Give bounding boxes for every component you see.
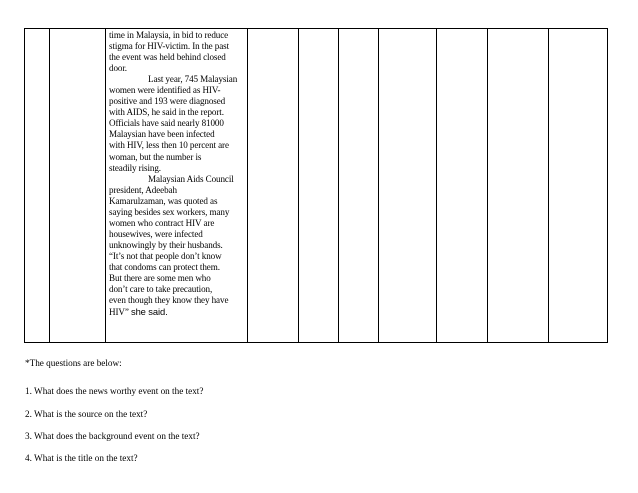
column-divider [548, 29, 549, 342]
column-divider [247, 29, 248, 342]
question-3: 3. What does the background event on the text? [25, 431, 200, 441]
questions-intro: *The questions are below: [25, 358, 122, 368]
news-analysis-table [24, 28, 608, 343]
article-line: even though they know they have [109, 295, 229, 306]
article-text-cell [109, 30, 247, 318]
article-line: door. [109, 63, 127, 74]
question-4: 4. What is the title on the text? [25, 453, 138, 463]
article-line: with HIV, less then 10 percent are [109, 140, 229, 151]
article-line: woman, but the number is [109, 151, 202, 162]
article-line: Malaysian have been infected [109, 129, 215, 140]
article-line: president, Adeebah [109, 184, 177, 195]
article-line: “It’s not that people don’t know [109, 250, 222, 261]
article-line: saying besides sex workers, many [109, 206, 230, 217]
column-divider [436, 29, 437, 342]
article-line: Last year, 745 Malaysian [148, 74, 238, 85]
article-line: housewives, were infected [109, 228, 203, 239]
question-1: 1. What does the news worthy event on the text? [25, 386, 204, 396]
question-2: 2. What is the source on the text? [25, 409, 148, 419]
article-last-line-quote-attribution: she said. [130, 306, 168, 318]
article-line: don’t care to take precaution, [109, 284, 213, 295]
column-divider [338, 29, 339, 342]
article-line: women were identified as HIV- [109, 85, 221, 96]
article-line: unknowingly by their husbands. [109, 239, 223, 250]
column-divider [298, 29, 299, 342]
article-line: the event was held behind closed [109, 52, 226, 63]
column-divider [105, 29, 106, 342]
article-line: time in Malaysia, in bid to reduce [109, 30, 229, 40]
article-line: steadily rising. [109, 162, 161, 173]
article-line: stigma for HIV-victim. In the past [109, 41, 230, 52]
article-line: that condoms can protect them. [109, 261, 220, 272]
article-line: positive and 193 were diagnosed [109, 96, 226, 107]
column-divider [49, 29, 50, 342]
article-last-line-text: HIV” [109, 307, 131, 318]
article-line: Malaysian Aids Council [148, 173, 234, 184]
column-divider [378, 29, 379, 342]
article-line: Officials have said nearly 81000 [109, 118, 224, 129]
article-line: women who contract HIV are [109, 217, 215, 228]
article-line: But there are some men who [109, 273, 211, 284]
column-divider [487, 29, 488, 342]
article-line: Kamarulzaman, was quoted as [109, 195, 218, 206]
article-line [109, 306, 247, 318]
article-line: with AIDS, he said in the report. [109, 107, 224, 118]
